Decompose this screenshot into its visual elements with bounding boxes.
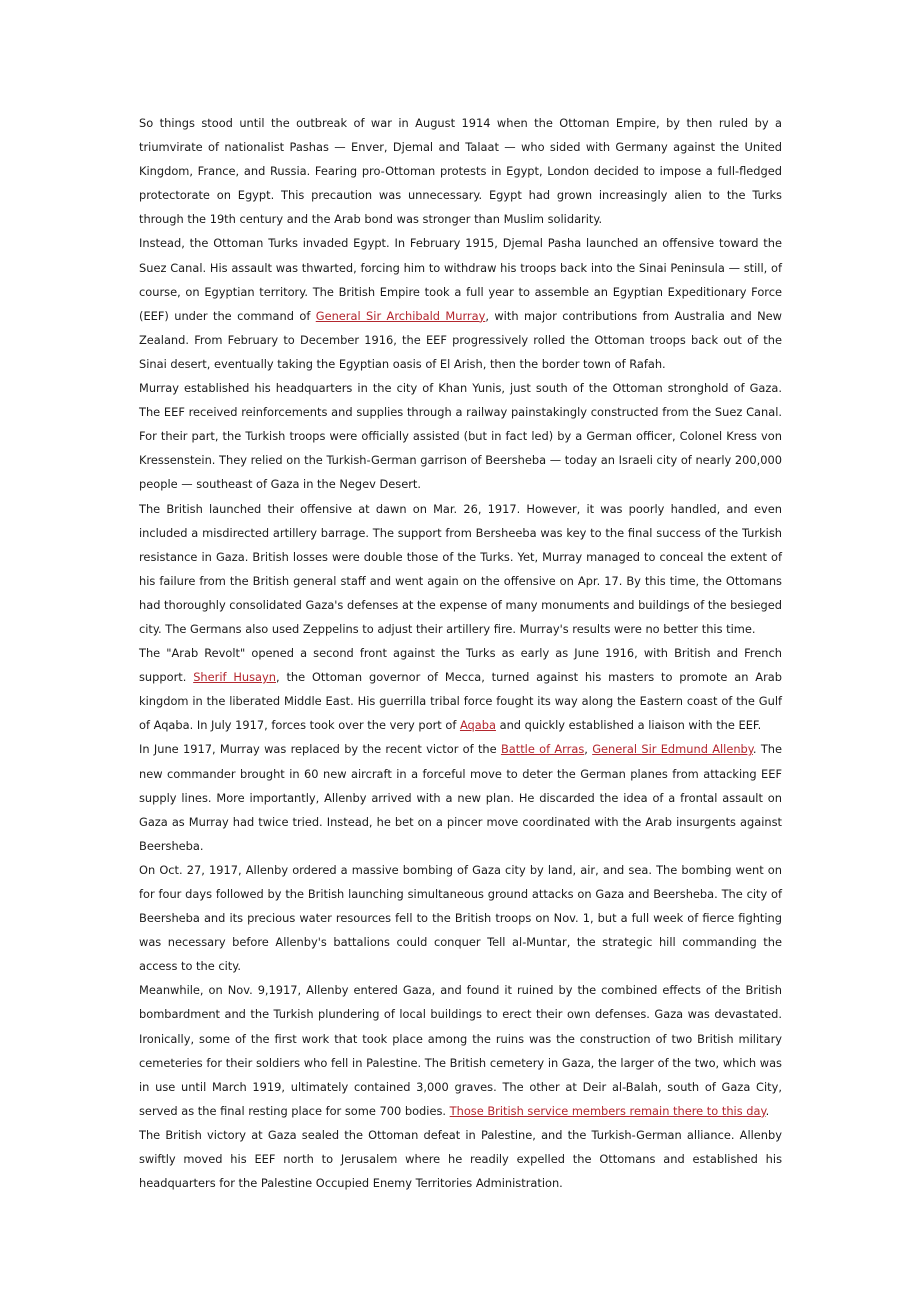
article-paragraph (139, 1123, 782, 1195)
inline-link[interactable]: General Sir Archibald Murray (315, 308, 486, 323)
paragraph-text: . (765, 1103, 770, 1118)
article-paragraph (139, 497, 782, 642)
inline-link[interactable]: Sherif Husayn (193, 670, 276, 685)
article-paragraph (139, 737, 782, 857)
paragraph-text: Murray established his headquarters in the city of Khan Yunis, just south of the Ottoman stronghold of Gaza. The EEF received reinforcements and supplies through a railway painstakingly constructed from the Suez Canal. For their part, the Turkish troops were officially assisted (but in fact led) by a German officer, Colonel Kress von Kressenstein. They relied on the Turkish-German garrison of Beersheba — today an Israeli city of nearly 200,000 people — southeast of Gaza in the Negev Desert. (139, 381, 782, 492)
paragraph-text: , with major contributions from Australia and New Zealand. From February to December 1916, the EEF progressively rolled the Ottoman troops back out of the Sinai desert, eventually taking the Egyptian oasis of El Arish, then the border town of Rafah. (139, 308, 782, 371)
paragraph-text: So things stood until the outbreak of war in August 1914 when the Ottoman Empire, by then ruled by a triumvirate of nationalist Pashas — Enver, Djemal and Talaat — who sided with Germany against the United Kingdom, France, and Russia. Fearing pro-Ottoman protests in Egypt, London decided to impose a full-fledged protectorate on Egypt. This precaution was unnecessary. Egypt had grown increasingly alien to the Turks through the 19th century and the Arab bond was stronger than Muslim solidarity. (139, 116, 782, 227)
inline-link[interactable]: General Sir Edmund Allenby (592, 742, 753, 757)
paragraph-text: Instead, the Ottoman Turks invaded Egypt. In February 1915, Djemal Pasha launched an offensive toward the Suez Canal. His assault was thwarted, forcing him to withdraw his troops back into the Sinai Peninsula — still, of course, on Egyptian territory. The British Empire took a full year to assemble an Egyptian Expeditionary Force (EEF) under the command of (139, 236, 782, 323)
paragraph-text: The British victory at Gaza sealed the Ottoman defeat in Palestine, and the Turkish-German alliance. Allenby swiftly moved his EEF north to Jerusalem where he readily expelled the Ottomans and established his headquarters for the Palestine Occupied Enemy Territories Administration. (139, 1127, 782, 1191)
inline-link[interactable]: Aqaba (459, 718, 496, 733)
inline-link[interactable]: Those British service members remain there to this day (449, 1103, 766, 1118)
paragraph-text: The British launched their offensive at dawn on Mar. 26, 1917. However, it was poorly handled, and even included a misdirected artillery barrage. The support from Bersheeba was key to the final success of the Turkish resistance in Gaza. British losses were double those of the Turks. Yet, Murray managed to conceal the extent of his failure from the British general staff and went again on the offensive on Apr. 17. By this time, the Ottomans had thoroughly consolidated Gaza's defenses at the expense of many monuments and buildings of the besieged city. The Germans also used Zeppelins to adjust their artillery fire. Murray's results were no better this time. (139, 501, 782, 636)
article-paragraph (139, 376, 782, 496)
paragraph-text: The "Arab Revolt" opened a second front against the Turks as early as June 1916, with British and French support. (139, 646, 782, 685)
article-paragraph (139, 231, 782, 376)
article-body (139, 111, 782, 1195)
inline-link[interactable]: Battle of Arras (500, 742, 585, 757)
article-paragraph (139, 978, 782, 1123)
paragraph-text: In June 1917, Murray was replaced by the recent victor of the (139, 742, 501, 757)
paragraph-text: Meanwhile, on Nov. 9,1917, Allenby entered Gaza, and found it ruined by the combined effects of the British bombardment and the Turkish plundering of local buildings to erect their own defenses. Gaza was devastated. Ironically, some of the first work that took place among the ruins was the construction of two British military cemeteries for their soldiers who fell in Palestine. The British cemetery in Gaza, the larger of the two, which was in use until March 1919, ultimately contained 3,000 graves. The other at Deir al-Balah, south of Gaza City, served as the final resting place for some 700 bodies. (139, 983, 782, 1118)
article-paragraph (139, 641, 782, 737)
paragraph-text: , the Ottoman governor of Mecca, turned against his masters to promote an Arab kingdom in the liberated Middle East. His guerrilla tribal force fought its way along the Eastern coast of the Gulf of Aqaba. In July 1917, forces took over the very port of (139, 670, 782, 733)
article-paragraph (139, 858, 782, 978)
paragraph-text: , (584, 742, 593, 757)
paragraph-text: On Oct. 27, 1917, Allenby ordered a massive bombing of Gaza city by land, air, and sea. The bombing went on for four days followed by the British launching simultaneous ground attacks on Gaza and Beersheba. The city of Beersheba and its precious water resources fell to the British troops on Nov. 1, but a full week of fierce fighting was necessary before Allenby's battalions could conquer Tell al-Muntar, the strategic hill commanding the access to the city. (139, 862, 782, 974)
article-paragraph (139, 111, 782, 231)
paragraph-text: and quickly established a liaison with the EEF. (495, 718, 762, 733)
paragraph-text: . The new commander brought in 60 new aircraft in a forceful move to deter the German planes from attacking EEF supply lines. More importantly, Allenby arrived with a new plan. He discarded the idea of a frontal assault on Gaza as Murray had twice tried. Instead, he bet on a pincer move coordinated with the Arab insurgents against Beersheba. (139, 742, 782, 853)
